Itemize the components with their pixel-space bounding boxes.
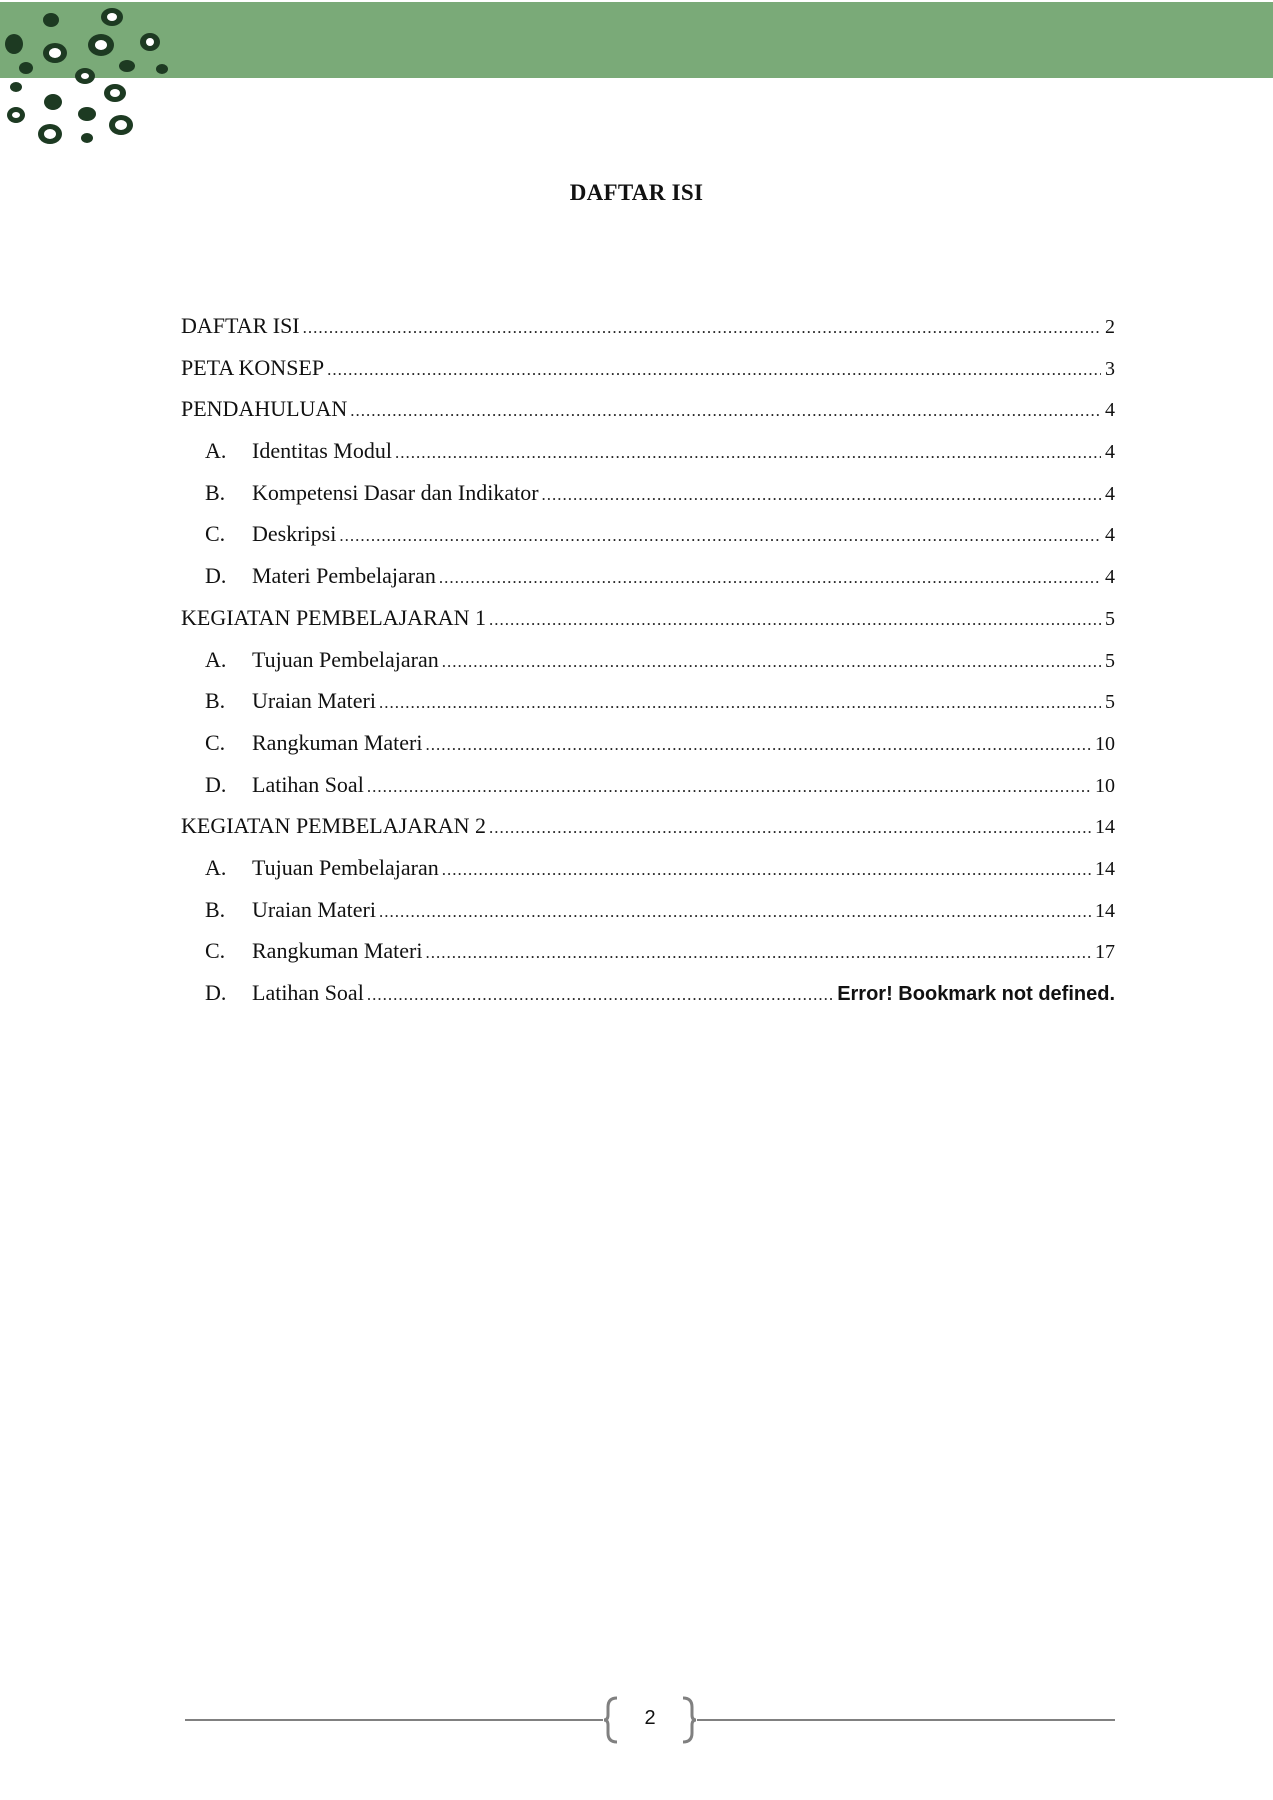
toc-entry-label: Latihan Soal [252, 980, 364, 1005]
toc-bookmark-error: Error! Bookmark not defined. [837, 983, 1115, 1005]
toc-entry-label: PENDAHULUAN [181, 396, 348, 422]
toc-entry[interactable] [181, 605, 1115, 647]
toc-subentry[interactable] [181, 980, 1115, 1022]
toc-subentry[interactable] [181, 480, 1115, 522]
toc-entry-letter: B. [205, 688, 226, 714]
toc-entry-letter: B. [205, 896, 226, 922]
toc-entry-label: KEGIATAN PEMBELAJARAN 1 [181, 604, 487, 630]
toc-entry-page: 14 [1095, 857, 1115, 880]
toc-entry[interactable] [181, 813, 1115, 855]
toc-dot-leader [350, 401, 1101, 421]
toc-dot-leader [367, 985, 833, 1005]
toc-entry-page: 14 [1095, 816, 1115, 839]
toc-entry-letter: D. [205, 771, 227, 797]
toc-entry-label: PETA KONSEP [181, 354, 325, 380]
toc-dot-leader [327, 360, 1101, 380]
toc-entry-page: 10 [1095, 732, 1115, 755]
toc-entry-label: KEGIATAN PEMBELAJARAN 2 [181, 813, 487, 839]
toc-entry-page: 3 [1105, 357, 1115, 380]
toc-entry-page: 14 [1095, 899, 1115, 922]
toc-entry-page: 4 [1105, 566, 1115, 589]
toc-entry-letter: C. [205, 938, 226, 964]
toc-entry-label: Identitas Modul [252, 438, 392, 464]
toc-entry-label: DAFTAR ISI [181, 313, 300, 338]
toc-subentry[interactable] [181, 563, 1115, 605]
toc-subentry[interactable] [181, 730, 1115, 772]
toc-entry-letter: C. [205, 521, 226, 547]
toc-dot-leader [489, 610, 1101, 630]
toc-dot-leader [425, 943, 1091, 963]
toc-dot-leader [442, 652, 1101, 672]
toc-subentry[interactable] [181, 897, 1115, 939]
toc-dot-leader [379, 902, 1091, 922]
toc-subentry[interactable] [181, 772, 1115, 814]
decorative-dots-icon [0, 0, 180, 155]
toc-entry-page: 17 [1095, 941, 1115, 964]
toc-dot-leader [489, 818, 1091, 838]
footer-rule-left [185, 1719, 603, 1721]
toc-subentry[interactable] [181, 938, 1115, 980]
toc-entry-label: Latihan Soal [252, 771, 364, 797]
page-title: DAFTAR ISI [569, 180, 704, 205]
toc-dot-leader [379, 693, 1101, 713]
toc-entry-label: Tujuan Pembelajaran [252, 854, 439, 880]
toc-entry-label: Uraian Materi [252, 688, 376, 714]
page-footer [185, 1695, 1115, 1745]
toc-entry[interactable] [181, 313, 1115, 355]
header-band [0, 2, 1273, 78]
page-number: 2 [644, 1707, 656, 1729]
toc-subentry[interactable] [181, 521, 1115, 563]
toc-entry-label: Deskripsi [252, 521, 337, 547]
toc-dot-leader [425, 735, 1091, 755]
toc-dot-leader [367, 777, 1091, 797]
toc-entry-page: 5 [1105, 691, 1115, 714]
toc-entry-page: 4 [1105, 482, 1115, 505]
toc-entry-letter: C. [205, 729, 226, 755]
toc-entry[interactable] [181, 355, 1115, 397]
toc-dot-leader [339, 526, 1101, 546]
toc-entry-page: 4 [1105, 441, 1115, 464]
toc-entry-letter: A. [205, 438, 227, 464]
toc-entry-page: 4 [1105, 399, 1115, 422]
toc-entry-page: 4 [1105, 524, 1115, 547]
toc-subentry[interactable] [181, 647, 1115, 689]
toc-dot-leader [303, 318, 1101, 338]
toc-entry-letter: D. [205, 563, 227, 589]
toc-entry[interactable] [181, 396, 1115, 438]
toc-subentry[interactable] [181, 688, 1115, 730]
toc-entry-label: Tujuan Pembelajaran [252, 646, 439, 672]
toc-entry-page: 2 [1105, 316, 1115, 338]
toc-entry-label: Kompetensi Dasar dan Indikator [252, 479, 539, 505]
toc-entry-page: 10 [1095, 774, 1115, 797]
toc-entry-letter: A. [205, 646, 227, 672]
toc-dot-leader [442, 860, 1091, 880]
toc-entry-label: Materi Pembelajaran [252, 563, 436, 589]
toc-entry-label: Uraian Materi [252, 896, 376, 922]
toc-entry-letter: A. [205, 854, 227, 880]
toc-entry-letter: D. [205, 980, 227, 1005]
toc-dot-leader [542, 485, 1101, 505]
toc-subentry[interactable] [181, 438, 1115, 480]
toc-subentry[interactable] [181, 855, 1115, 897]
footer-rule-right [697, 1719, 1115, 1721]
toc-entry-letter: B. [205, 479, 226, 505]
toc-entry-page: 5 [1105, 649, 1115, 672]
toc-entry-label: Rangkuman Materi [252, 938, 423, 964]
toc-entry-page: 5 [1105, 607, 1115, 630]
table-of-contents [181, 313, 1115, 1022]
toc-dot-leader [395, 443, 1101, 463]
toc-dot-leader [439, 568, 1101, 588]
toc-entry-label: Rangkuman Materi [252, 729, 423, 755]
